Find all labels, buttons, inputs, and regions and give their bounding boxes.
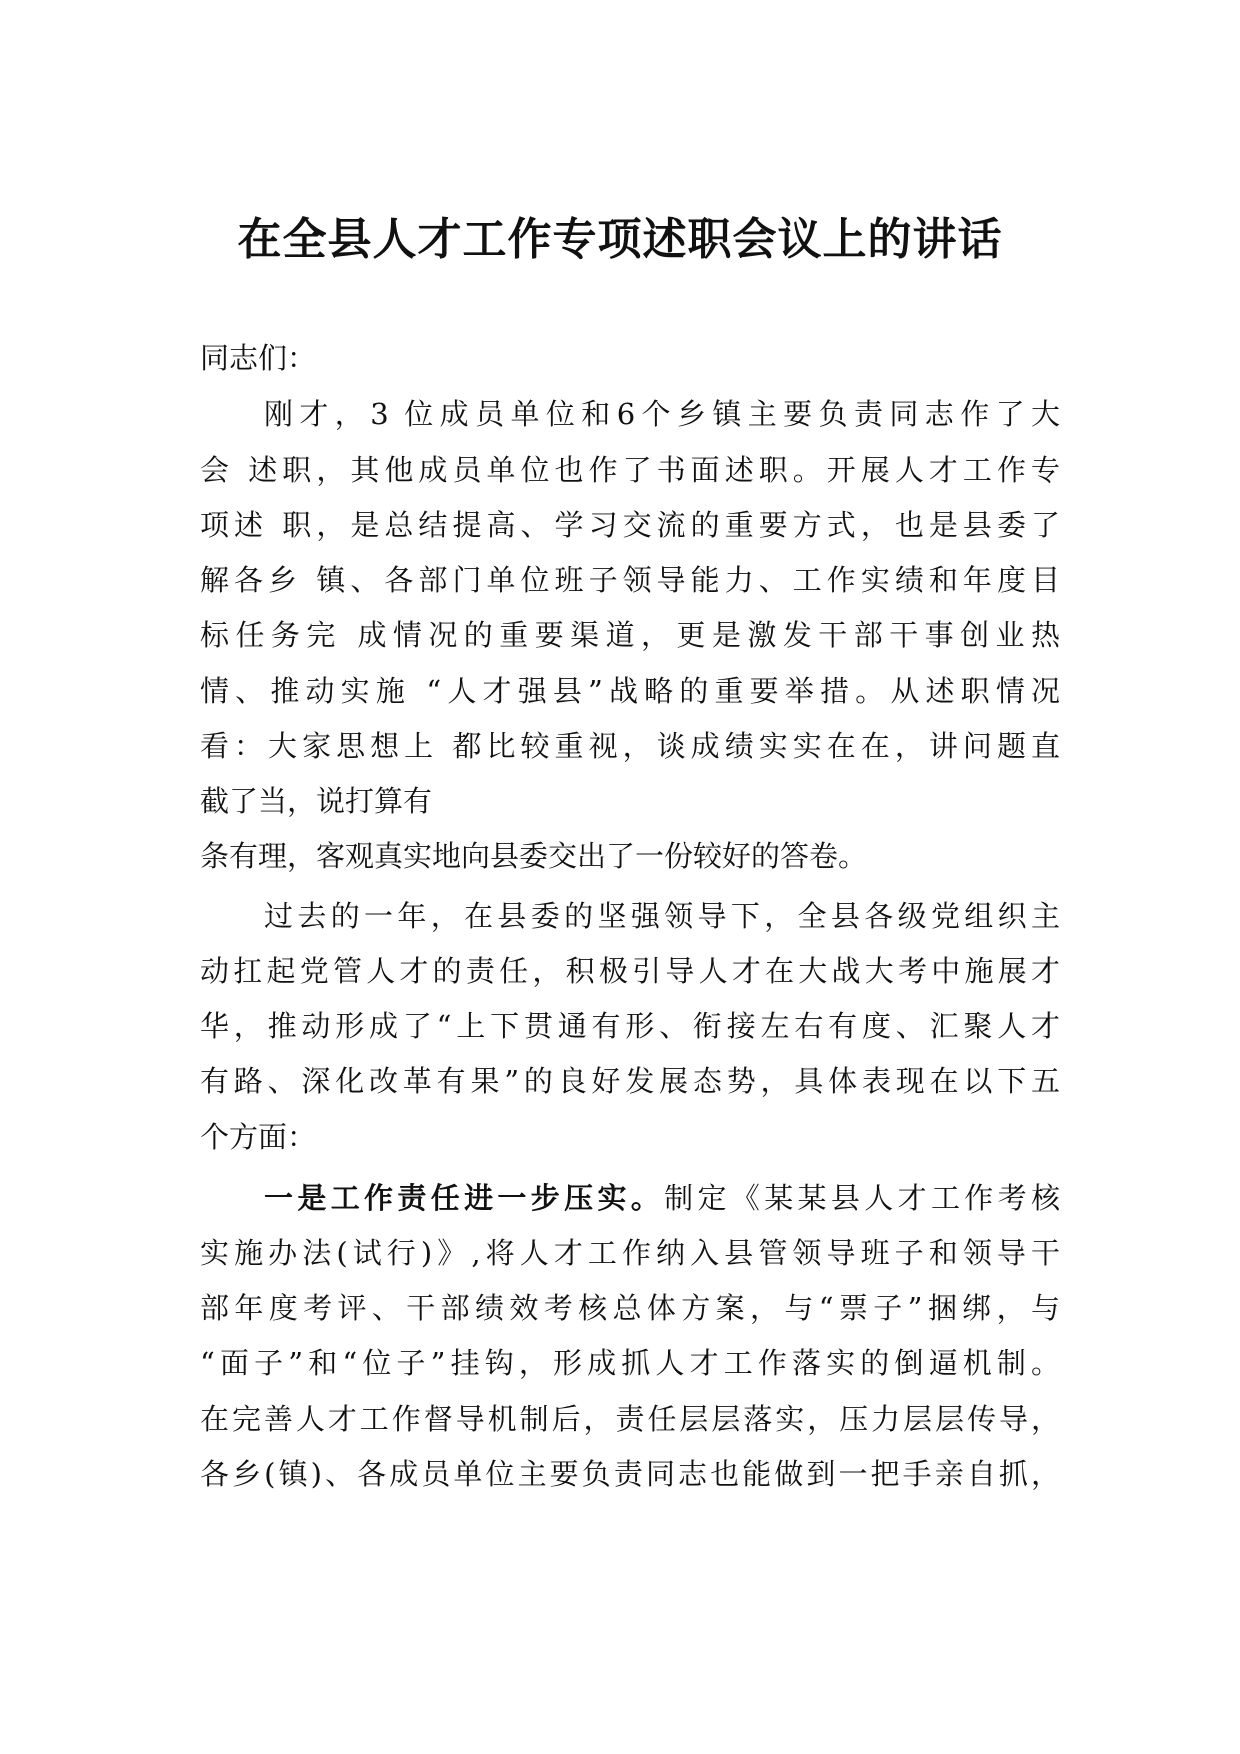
paragraph-line: 过去的一年，在县委的坚强领导下，全县各级党组织主 <box>264 899 1060 933</box>
paragraph-line: 有路、深化改革有果”的良好发展态势，具体表现在以下五 <box>200 1064 1060 1098</box>
paragraph-line: 项述 职，是总结提高、学习交流的重要方式，也是县委了 <box>200 508 1060 542</box>
paragraph-line: 动扛起党管人才的责任，积极引导人才在大战大考中施展才 <box>200 954 1060 988</box>
paragraph-line: 标任务完 成情况的重要渠道，更是激发干部干事创业热 <box>200 618 1060 652</box>
paragraph-line: 截了当，说打算有 <box>200 784 433 818</box>
paragraph-line: 华，推动形成了“上下贯通有形、衔接左右有度、汇聚人才 <box>200 1009 1060 1043</box>
paragraph-line: 个方面： <box>200 1120 317 1154</box>
paragraph-line: “面子”和“位子”挂钩，形成抓人才工作落实的倒逼机制。 <box>200 1346 1060 1380</box>
paragraph-line: 解各乡 镇、各部门单位班子领导能力、工作实绩和年度目 <box>200 563 1060 597</box>
paragraph-lead-line <box>264 1178 1060 1218</box>
paragraph-line: 刚才，3 位成员单位和6个乡镇主要负责同志作了大 <box>264 397 1060 431</box>
paragraph-line: 看：大家思想上 都比较重视，谈成绩实实在在，讲问题直 <box>200 729 1060 763</box>
paragraph-line: 条有理，客观真实地向县委交出了一份较好的答卷。 <box>200 839 868 873</box>
paragraph-lead-bold: 一是工作责任进一步压实。 <box>264 1181 665 1215</box>
paragraph-line: 实施办法(试行)》,将人才工作纳入县管领导班子和领导干 <box>200 1236 1060 1270</box>
paragraph-line: 各乡(镇)、各成员单位主要负责同志也能做到一把手亲自抓， <box>200 1457 1060 1491</box>
paragraph-line: 情、推动实施 “人才强县”战略的重要举措。从述职情况 <box>200 674 1060 708</box>
paragraph-line: 在完善人才工作督导机制后，责任层层落实，压力层层传导， <box>200 1402 1060 1436</box>
paragraph-line: 会 述职，其他成员单位也作了书面述职。开展人才工作专 <box>200 453 1060 487</box>
document-title: 在全县人才工作专项述职会议上的讲话 <box>237 214 1003 265</box>
paragraph-line: 部年度考评、干部绩效考核总体方案，与“票子”捆绑，与 <box>200 1291 1060 1325</box>
paragraph-lead-text: 制定《某某县人才工作考核 <box>664 1181 1060 1215</box>
salutation: 同志们： <box>200 341 317 375</box>
